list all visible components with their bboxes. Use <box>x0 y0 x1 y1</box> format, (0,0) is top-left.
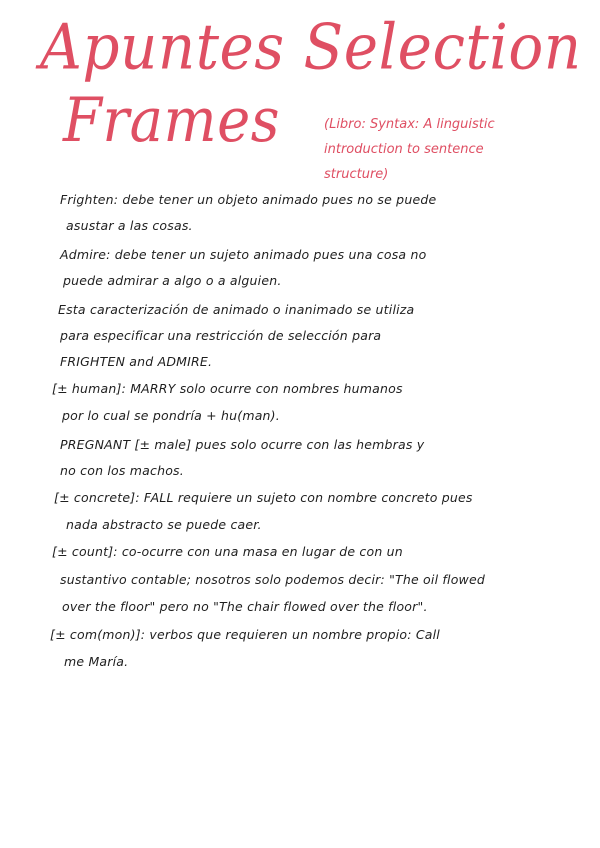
note-line: PREGNANT [± male] pues solo ocurre con las hembras y <box>60 437 425 452</box>
page-title-line-1: Apuntes Selection <box>40 10 582 84</box>
note-line: [± count]: co-ocurre con una masa en lugar de con un <box>52 544 403 559</box>
note-line: me María. <box>64 654 129 669</box>
note-line: Admire: debe tener un sujeto animado pues una cosa no <box>60 247 427 262</box>
note-line: para especificar una restricción de selección para <box>60 328 382 343</box>
note-line: Frighten: debe tener un objeto animado pues no se puede <box>60 192 437 207</box>
note-line: no con los machos. <box>60 463 184 478</box>
book-reference-line-1: (Libro: Syntax: A linguistic <box>324 117 495 132</box>
note-line: FRIGHTEN and ADMIRE. <box>60 354 213 369</box>
note-line: sustantivo contable; nosotros solo podemos decir: "The oil flowed <box>60 572 485 587</box>
note-line: [± concrete]: FALL requiere un sujeto con nombre concreto pues <box>54 490 473 505</box>
note-line: puede admirar a algo o a alguien. <box>63 273 282 288</box>
book-reference-line-3: structure) <box>324 167 389 182</box>
book-reference-line-2: introduction to sentence <box>324 142 484 157</box>
page-title-line-2: Frames <box>63 86 280 157</box>
note-line: nada abstracto se puede caer. <box>66 517 262 532</box>
note-line: asustar a las cosas. <box>66 218 193 233</box>
note-line: over the floor" pero no "The chair flowed over the floor". <box>62 599 428 614</box>
note-line: [± human]: MARRY solo ocurre con nombres humanos <box>52 381 403 396</box>
note-line: Esta caracterización de animado o inanimado se utiliza <box>58 302 415 317</box>
note-line: por lo cual se pondría + hu(man). <box>62 408 280 423</box>
note-line: [± com(mon)]: verbos que requieren un nombre propio: Call <box>50 627 440 642</box>
